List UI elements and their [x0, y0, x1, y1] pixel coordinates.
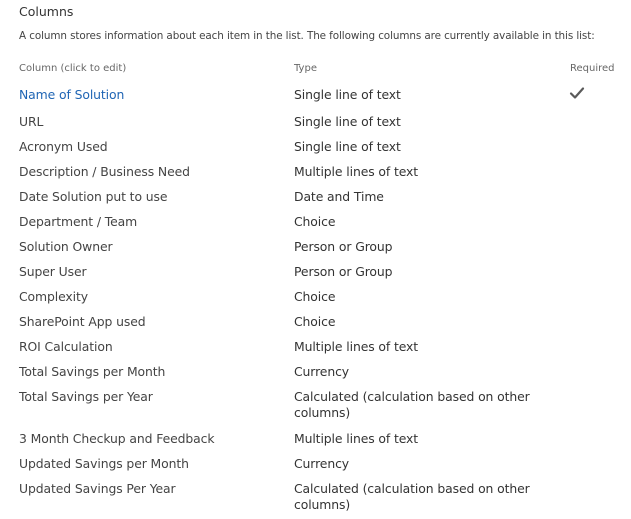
column-type: Person or Group [294, 239, 393, 254]
column-type: Single line of text [294, 114, 401, 129]
column-type: Currency [294, 456, 350, 471]
checkmark-icon [569, 85, 585, 101]
column-type: Multiple lines of text [294, 431, 419, 446]
column-type: Single line of text [294, 87, 401, 102]
column-name-link[interactable]: Complexity [19, 289, 88, 304]
column-type: Choice [294, 289, 336, 304]
column-type: Multiple lines of text [294, 164, 419, 179]
column-type: Currency [294, 364, 350, 379]
column-name-link[interactable]: Total Savings per Year [19, 389, 153, 404]
column-name-link[interactable]: URL [19, 114, 44, 129]
column-type: Calculated (calculation based on other columns) [294, 389, 530, 420]
column-type: Date and Time [294, 189, 384, 204]
column-name-link[interactable]: ROI Calculation [19, 339, 113, 354]
column-type: Single line of text [294, 139, 401, 154]
column-name-link[interactable]: SharePoint App used [19, 314, 146, 329]
column-type: Choice [294, 314, 336, 329]
column-name-link[interactable]: Name of Solution [19, 87, 125, 102]
column-name-link[interactable]: Updated Savings per Month [19, 456, 189, 471]
column-name-link[interactable]: Department / Team [19, 214, 138, 229]
column-name-link[interactable]: Super User [19, 264, 87, 279]
column-header-name: Column (click to edit) [19, 63, 127, 74]
column-type: Person or Group [294, 264, 393, 279]
column-header-type: Type [294, 63, 317, 74]
column-type: Calculated (calculation based on other columns) [294, 481, 530, 512]
column-header-required: Required [570, 63, 615, 74]
column-name-link[interactable]: Date Solution put to use [19, 189, 168, 204]
column-name-link[interactable]: Solution Owner [19, 239, 113, 254]
column-name-link[interactable]: 3 Month Checkup and Feedback [19, 431, 215, 446]
section-description: A column stores information about each item in the list. The following columns are currently available in this list: [19, 30, 595, 42]
column-name-link[interactable]: Description / Business Need [19, 164, 190, 179]
column-type: Multiple lines of text [294, 339, 419, 354]
column-name-link[interactable]: Acronym Used [19, 139, 108, 154]
section-title: Columns [19, 4, 74, 19]
column-type: Choice [294, 214, 336, 229]
column-name-link[interactable]: Updated Savings Per Year [19, 481, 176, 496]
column-name-link[interactable]: Total Savings per Month [19, 364, 166, 379]
